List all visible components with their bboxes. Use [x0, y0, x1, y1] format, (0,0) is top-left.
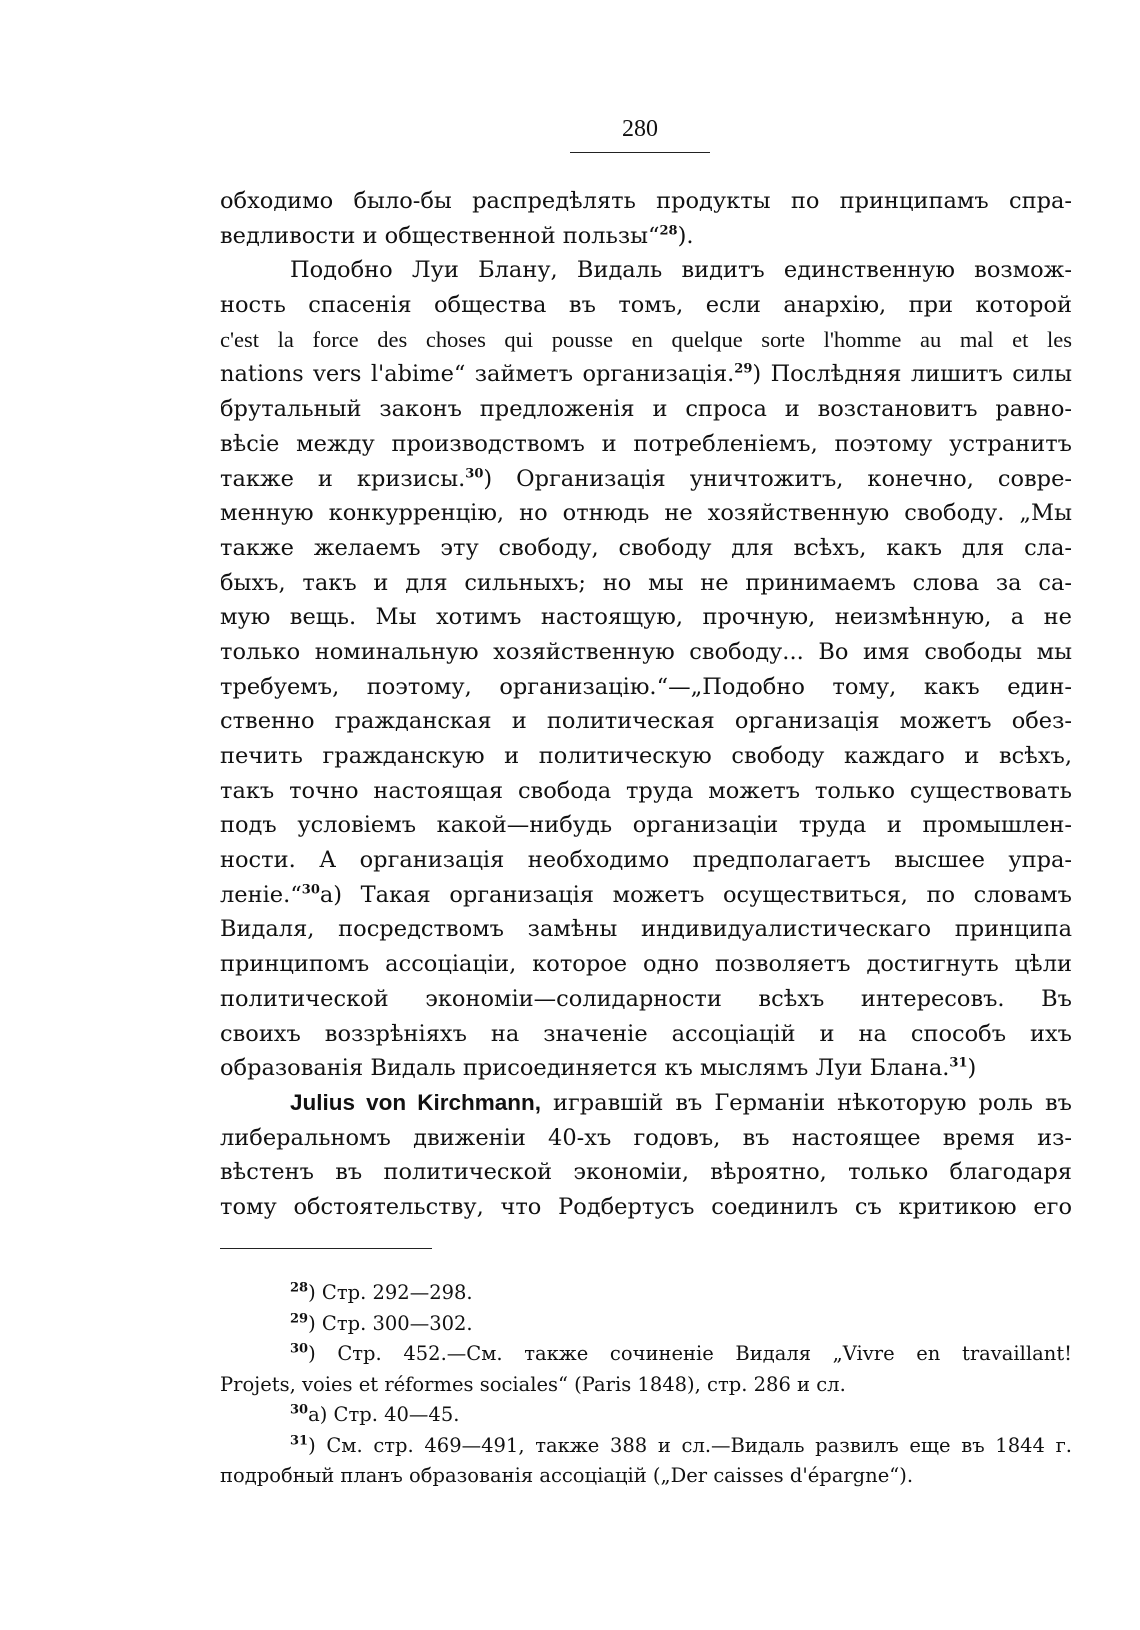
- line-text: быхъ, такъ и для сильныхъ; но мы не принимаемъ слова за са-: [220, 569, 1072, 596]
- text-line: [220, 635, 1072, 670]
- line-text: ): [967, 1055, 977, 1082]
- footnote-text: ) Стр. 452.—См. также сочиненіе Видаля „Vivre en travaillant!: [308, 1342, 1072, 1365]
- text-line: [220, 323, 1072, 358]
- footnote: [220, 1431, 1072, 1462]
- main-text: [220, 184, 1072, 1225]
- line-text: либеральномъ движеніи 40-хъ годовъ, въ настоящее время из-: [220, 1124, 1072, 1151]
- text-line: [220, 566, 1072, 601]
- footnote-marker: 30: [290, 1341, 309, 1357]
- line-text: брутальный законъ предложенія и спроса и возстановитъ равно-: [220, 396, 1072, 423]
- footnote: [220, 1461, 1072, 1492]
- text-line: [220, 288, 1072, 323]
- text-line: [220, 531, 1072, 566]
- footnote: [220, 1339, 1072, 1370]
- text-line: [220, 947, 1072, 982]
- line-text: Видаля, посредствомъ замѣны индивидуалистическаго принципа: [220, 916, 1072, 943]
- text-line: [220, 1155, 1072, 1190]
- footnote-text: Projets, voies et réformes sociales“ (Paris 1848), стр. 286 и сл.: [220, 1372, 846, 1396]
- text-line: [220, 1017, 1072, 1052]
- text-line: [220, 1086, 1072, 1121]
- text-line: [220, 1121, 1072, 1156]
- text-line: [220, 843, 1072, 878]
- line-text: такъ точно настоящая свобода труда можетъ только существовать: [220, 777, 1072, 804]
- line-text: вѣсіе между производствомъ и потребленіемъ, поэтому устранитъ: [220, 430, 1072, 457]
- footnote-text: ) Стр. 292—298.: [308, 1281, 473, 1304]
- line-text: требуемъ, поэтому, организацію.“—„Подобно тому, какъ един-: [220, 673, 1072, 700]
- line-text: ) Организація уничтожитъ, конечно, совре-: [483, 465, 1072, 492]
- footnote-ref: 29: [734, 361, 753, 377]
- text-line: [220, 184, 1072, 219]
- footnote-marker: 31: [290, 1433, 309, 1448]
- text-line: [220, 1051, 1072, 1086]
- line-text: ность спасенія общества въ томъ, если анархію, при которой: [220, 292, 1072, 319]
- line-text: c'est la force des choses qui pousse en quelque sorte l'homme au mal et les: [220, 326, 1072, 352]
- line-text: печить гражданскую и политическую свободу каждаго и всѣхъ,: [220, 743, 1072, 769]
- footnote-marker: 30: [290, 1402, 309, 1418]
- line-text: ).: [677, 222, 694, 249]
- line-text: менную конкурренцію, но отнюдь не хозяйственную свободу. „Мы: [220, 500, 1072, 527]
- line-text: ности. А организація необходимо предполагаетъ высшее упра-: [220, 847, 1072, 874]
- page-number: 280: [622, 116, 658, 142]
- line-text: обходимо было-бы распредѣлять продукты по принципамъ спра-: [220, 188, 1072, 214]
- line-text: Подобно Луи Блану, Видаль видитъ единственную возмож-: [290, 257, 1072, 284]
- footnote-text: а) Стр. 40—45.: [308, 1403, 460, 1426]
- text-line: [220, 462, 1072, 497]
- footnote-ref: 30: [465, 466, 484, 481]
- text-line: [220, 808, 1072, 843]
- footnote-marker: 29: [290, 1311, 309, 1326]
- text-line: [220, 600, 1072, 635]
- text-line: [220, 982, 1072, 1017]
- text-line: [220, 1190, 1072, 1225]
- footnote-separator: [220, 1248, 432, 1249]
- text-line: [220, 496, 1072, 531]
- line-text: своихъ воззрѣніяхъ на значеніе ассоціацій и на способъ ихъ: [220, 1020, 1072, 1047]
- line-text: игравшій въ Германіи нѣкоторую роль въ: [541, 1089, 1072, 1116]
- text-line: [220, 357, 1072, 392]
- line-text: также и кризисы.: [220, 465, 466, 492]
- text-line: [220, 392, 1072, 427]
- line-text: подъ условіемъ какой—нибудь организаціи труда и промышлен-: [220, 812, 1072, 839]
- footnote-ref: 31: [949, 1055, 968, 1071]
- footnote-text: подробный планъ образованія ассоціацій („Der caisses d'épargne“).: [220, 1464, 914, 1487]
- line-text: политической экономіи—солидарности всѣхъ интересовъ. Въ: [220, 985, 1072, 1012]
- text-line: [220, 253, 1072, 288]
- author-name: Julius von Kirchmann,: [290, 1089, 541, 1115]
- line-text: образованія Видаль присоединяется къ мыслямъ Луи Блана.: [220, 1055, 950, 1082]
- footnote-text: ) Стр. 300—302.: [308, 1311, 473, 1335]
- footnote: [220, 1278, 1072, 1309]
- footnote: [220, 1309, 1072, 1340]
- line-text: а) Такая организація можетъ осуществиться, по словамъ: [319, 881, 1072, 908]
- line-text: также желаемъ эту свободу, свободу для всѣхъ, какъ для сла-: [220, 534, 1072, 561]
- line-text: только номинальную хозяйственную свободу... Во имя свободы мы: [220, 638, 1072, 665]
- line-text: nations vers l'abime“ займетъ организація.: [220, 361, 735, 388]
- footnote-marker: 28: [290, 1280, 309, 1296]
- text-line: [220, 427, 1072, 462]
- footnote: [220, 1370, 1072, 1401]
- line-text: мую вещь. Мы хотимъ настоящую, прочную, неизмѣнную, а не: [220, 604, 1072, 631]
- text-line: [220, 219, 1072, 254]
- line-text: тому обстоятельству, что Родбертусъ соединилъ съ критикою его: [220, 1193, 1072, 1220]
- line-text: принципомъ ассоціаціи, которое одно позволяетъ достигнуть цѣли: [220, 951, 1072, 978]
- page-number-rule: [570, 152, 710, 153]
- footnote-ref: 30: [301, 882, 320, 898]
- text-line: [220, 774, 1072, 809]
- line-text: леніе.“: [220, 881, 302, 908]
- line-text: ) Послѣдняя лишитъ силы: [752, 361, 1072, 388]
- text-line: [220, 670, 1072, 705]
- text-line: [220, 739, 1072, 774]
- line-text: вѣстенъ въ политической экономіи, вѣроятно, только благодаря: [220, 1159, 1072, 1186]
- line-text: ственно гражданская и политическая организація можетъ обез-: [220, 708, 1072, 735]
- footnote-text: ) См. стр. 469—491, также 388 и сл.—Видаль развилъ еще въ 1844 г.: [308, 1433, 1072, 1457]
- footnotes: [220, 1278, 1072, 1492]
- line-text: ведливости и общественной пользы“: [220, 222, 660, 249]
- text-line: [220, 912, 1072, 947]
- text-line: [220, 704, 1072, 739]
- footnote-ref: 28: [659, 223, 678, 239]
- footnote: [220, 1400, 1072, 1431]
- text-line: [220, 878, 1072, 913]
